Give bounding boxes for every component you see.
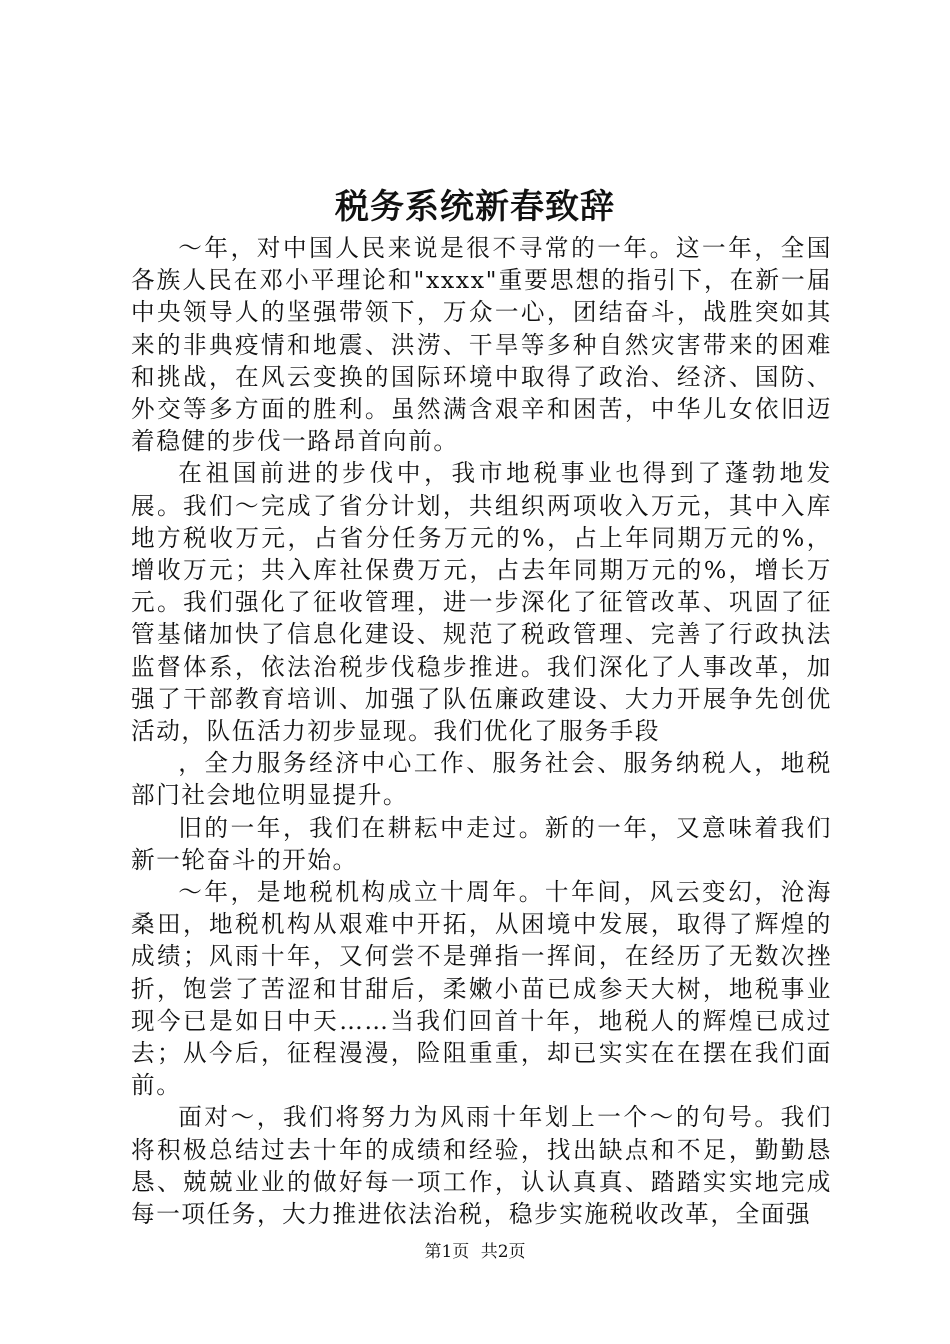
paragraph: 在祖国前进的步伐中，我市地税事业也得到了蓬勃地发展。我们～完成了省分计划，共组织两项收入万元，其中入库地方税收万元，占省分任务万元的%，占上年同期万元的%，增收万元；共入库社保费万元，占去年同期万元的%，增长万元。我们强化了征收管理，进一步深化了征管改革、巩固了征管基储加快了信息化建设、规范了税政管理、完善了行政执法监督体系，依法治税步伐稳步推进。我们深化了人事改革，加强了干部教育培训、加强了队伍廉政建设、大力开展争先创优活动，队伍活力初步显现。我们优化了服务手段 [131, 459, 832, 746]
document-body [131, 232, 832, 1230]
paragraph: 面对～，我们将努力为风雨十年划上一个～的句号。我们将积极总结过去十年的成绩和经验，找出缺点和不足，勤勤恳恳、兢兢业业的做好每一项工作，认认真真、踏踏实实地完成每一项任务，大力推进依法治税，稳步实施税收改革，全面强 [131, 1103, 832, 1229]
page-total: 共2页 [480, 1242, 526, 1262]
document-title: 税务系统新春致辞 [335, 187, 615, 227]
page-number: 第1页 [424, 1242, 470, 1262]
paragraph: ，全力服务经济中心工作、服务社会、服务纳税人，地税部门社会地位明显提升。 [131, 749, 832, 810]
page-footer [0, 1241, 950, 1263]
paragraph: 旧的一年，我们在耕耘中走过。新的一年，又意味着我们新一轮奋斗的开始。 [131, 813, 832, 874]
paragraph: ～年，对中国人民来说是很不寻常的一年。这一年，全国各族人民在邓小平理论和"xxxx"重要思想的指引下，在新一届中央领导人的坚强带领下，万众一心，团结奋斗，战胜突如其来的非典疫情和地震、洪涝、干旱等多种自然灾害带来的困难和挑战，在风云变换的国际环境中取得了政治、经济、国防、外交等多方面的胜利。虽然满含艰辛和困苦，中华儿女依旧迈着稳健的步伐一路昂首向前。 [131, 234, 832, 456]
paragraph: ～年，是地税机构成立十周年。十年间，风云变幻，沧海桑田，地税机构从艰难中开拓，从困境中发展，取得了辉煌的成绩；风雨十年，又何尝不是弹指一挥间，在经历了无数次挫折，饱尝了苦涩和甘甜后，柔嫩小苗已成参天大树，地税事业现今已是如日中天……当我们回首十年，地税人的辉煌已成过去；从今后，征程漫漫，险阻重重，却已实实在在摆在我们面前。 [131, 878, 832, 1100]
